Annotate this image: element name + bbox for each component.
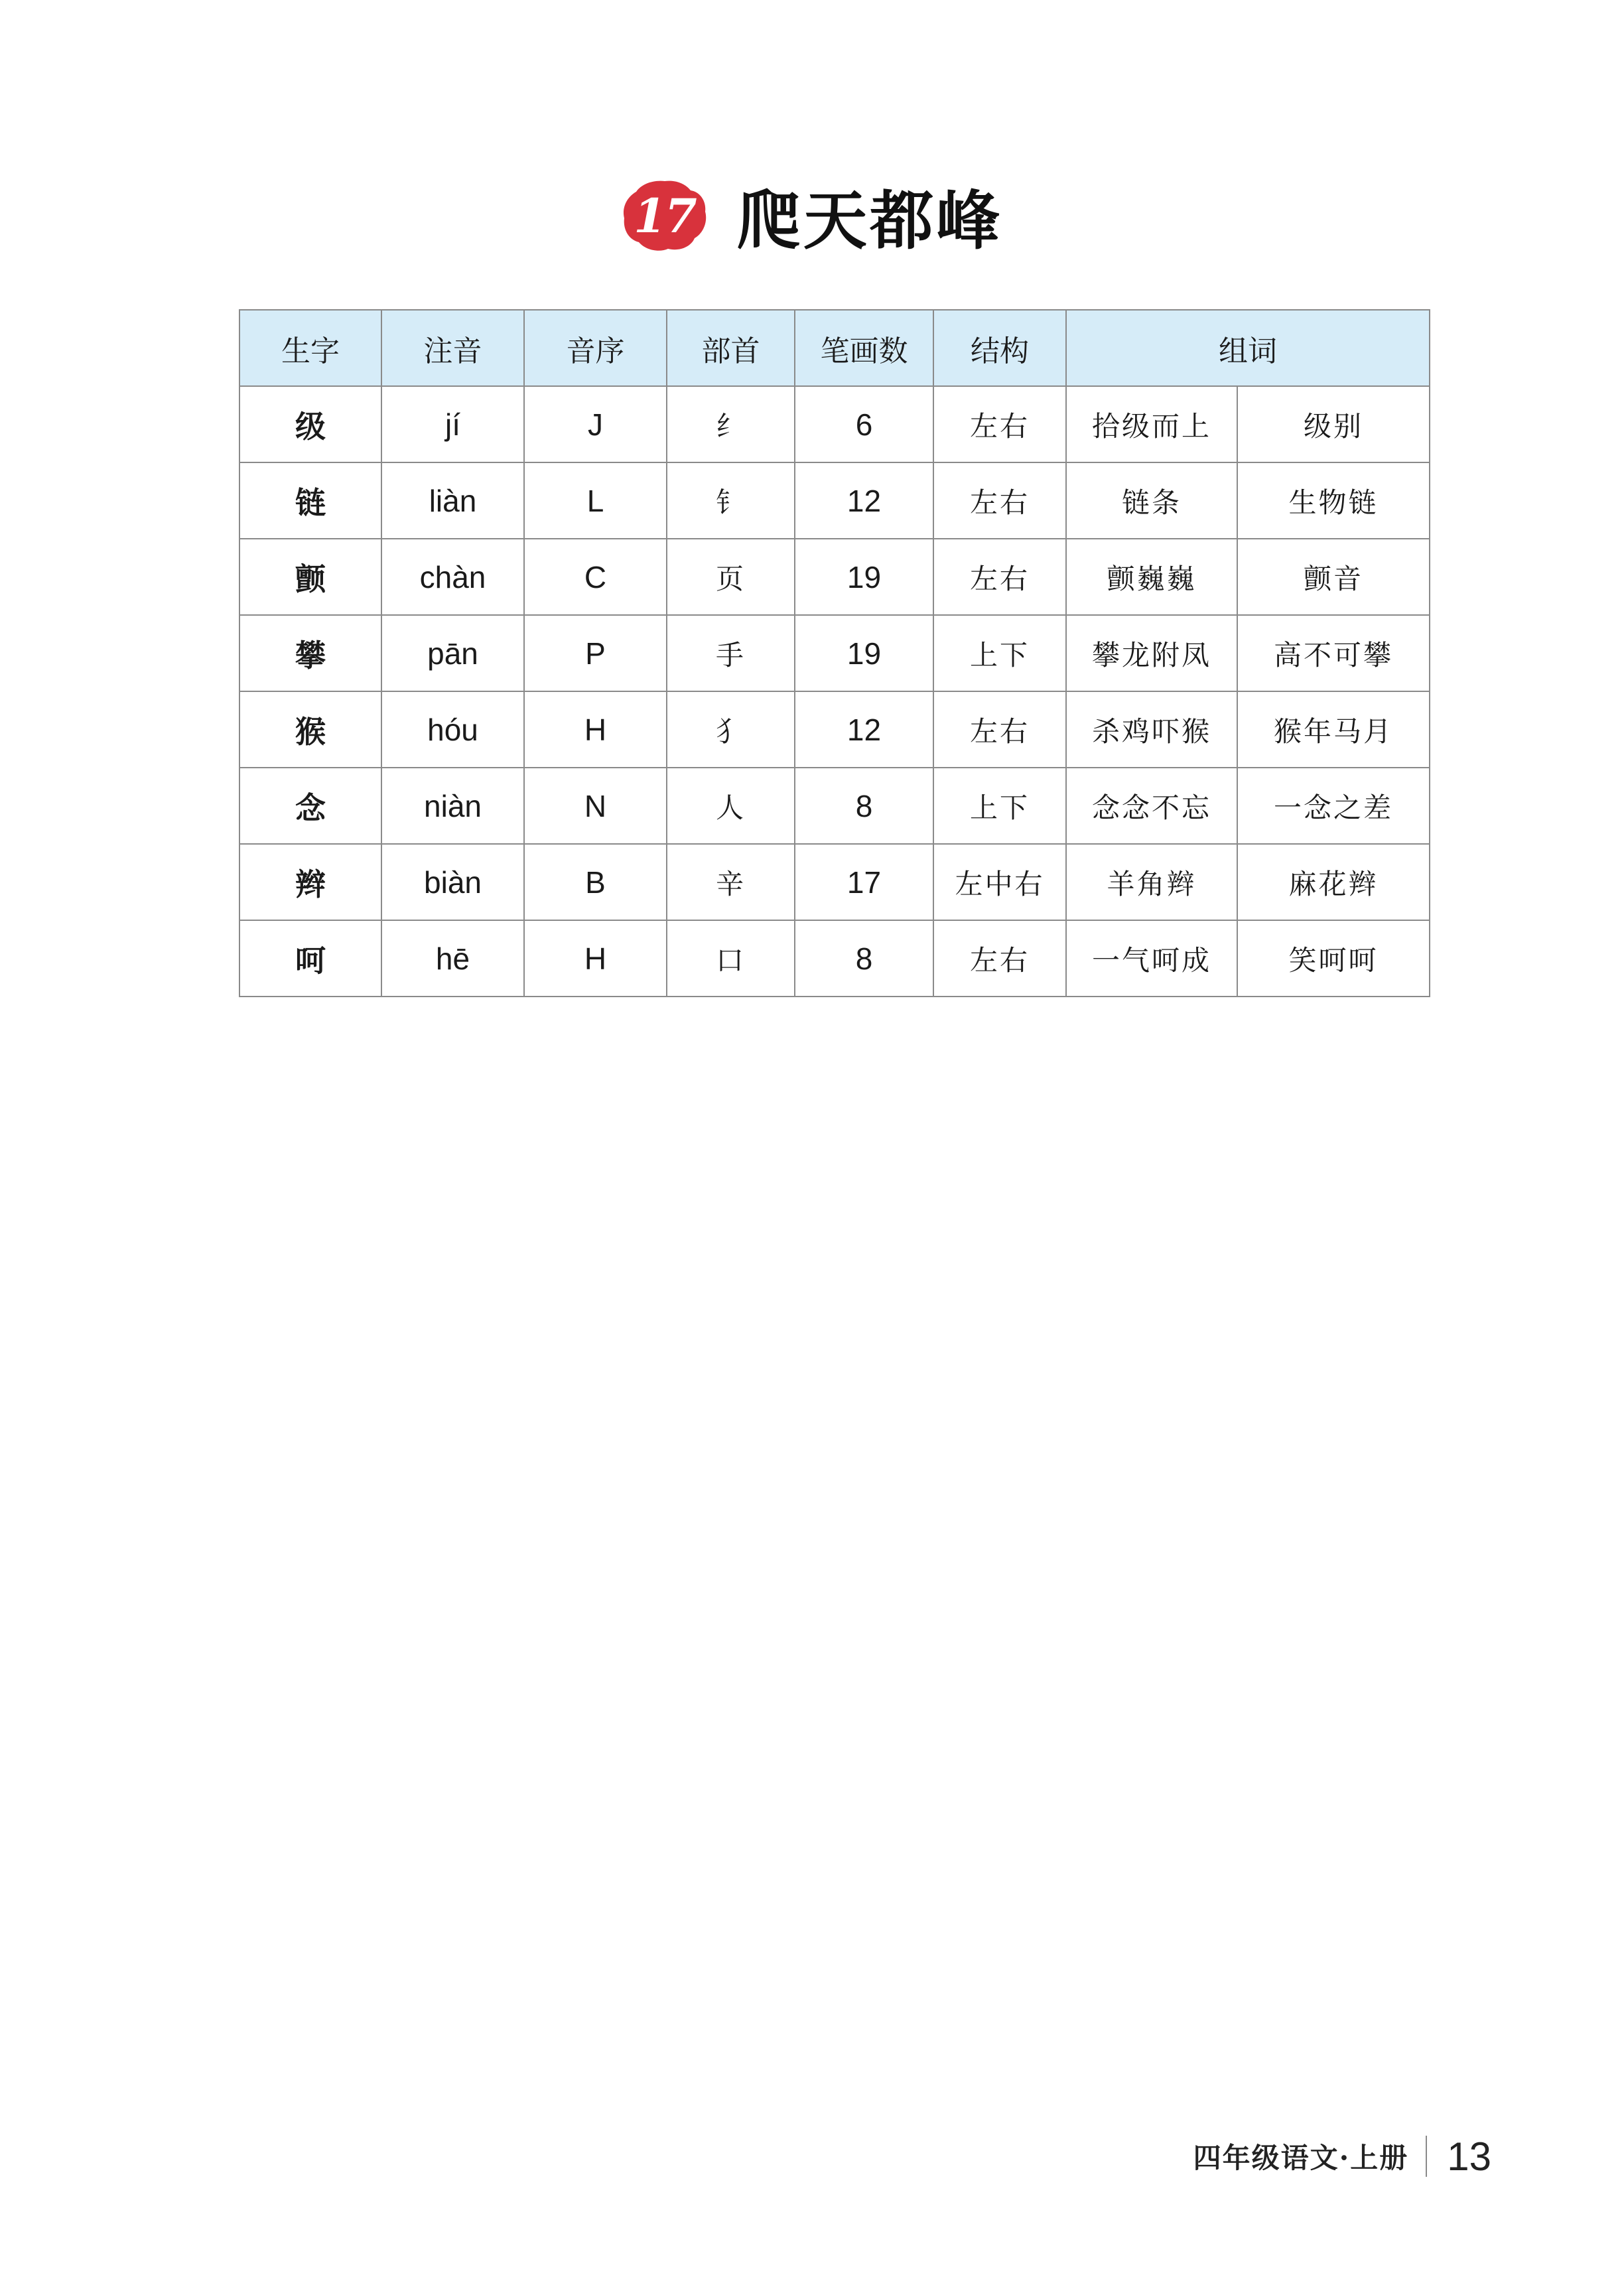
table-row [239, 768, 1430, 844]
header-radical: 部首 [667, 310, 795, 386]
cell-pinyin: hē [381, 920, 524, 997]
cell-pinyin: pān [381, 615, 524, 691]
cell-word-2: 级别 [1237, 386, 1430, 462]
cell-char: 链 [239, 462, 381, 539]
cell-structure: 左中右 [933, 844, 1066, 920]
cell-order: P [524, 615, 667, 691]
cell-pinyin: hóu [381, 691, 524, 768]
table-row [239, 844, 1430, 920]
cell-char: 猴 [239, 691, 381, 768]
cell-strokes: 19 [795, 615, 933, 691]
cell-word-2: 笑呵呵 [1237, 920, 1430, 997]
cell-order: C [524, 539, 667, 615]
lesson-number-badge [622, 178, 708, 253]
cell-word-2: 生物链 [1237, 462, 1430, 539]
cell-char: 颤 [239, 539, 381, 615]
cell-pinyin: jí [381, 386, 524, 462]
cell-pinyin: liàn [381, 462, 524, 539]
cell-radical: 纟 [667, 386, 795, 462]
cell-char: 念 [239, 768, 381, 844]
table-row [239, 615, 1430, 691]
cell-radical: 犭 [667, 691, 795, 768]
cell-word-2: 麻花辫 [1237, 844, 1430, 920]
header-structure: 结构 [933, 310, 1066, 386]
cell-pinyin: chàn [381, 539, 524, 615]
cell-order: B [524, 844, 667, 920]
cell-word-1: 羊角辫 [1066, 844, 1237, 920]
cell-order: J [524, 386, 667, 462]
cell-word-1: 颤巍巍 [1066, 539, 1237, 615]
cell-structure: 左右 [933, 462, 1066, 539]
header-strokes: 笔画数 [795, 310, 933, 386]
cell-char: 攀 [239, 615, 381, 691]
lesson-title: 爬天都峰 [737, 182, 1002, 258]
cell-pinyin: niàn [381, 768, 524, 844]
cell-word-1: 链条 [1066, 462, 1237, 539]
header-words: 组词 [1066, 310, 1430, 386]
cell-structure: 上下 [933, 768, 1066, 844]
lesson-header [0, 166, 1624, 265]
header-order: 音序 [524, 310, 667, 386]
table-row [239, 386, 1430, 462]
table-row [239, 462, 1430, 539]
cell-structure: 左右 [933, 386, 1066, 462]
vocabulary-table [239, 309, 1430, 997]
cell-word-1: 杀鸡吓猴 [1066, 691, 1237, 768]
cell-structure: 左右 [933, 691, 1066, 768]
cell-word-1: 拾级而上 [1066, 386, 1237, 462]
cell-order: H [524, 920, 667, 997]
cell-structure: 左右 [933, 539, 1066, 615]
cell-structure: 上下 [933, 615, 1066, 691]
cell-char: 辫 [239, 844, 381, 920]
cell-word-1: 攀龙附凤 [1066, 615, 1237, 691]
cell-word-2: 猴年马月 [1237, 691, 1430, 768]
cell-strokes: 8 [795, 920, 933, 997]
header-char: 生字 [239, 310, 381, 386]
cell-pinyin: biàn [381, 844, 524, 920]
footer-divider [1426, 2136, 1427, 2177]
cell-word-2: 高不可攀 [1237, 615, 1430, 691]
cell-radical: 人 [667, 768, 795, 844]
cell-word-2: 颤音 [1237, 539, 1430, 615]
cell-order: N [524, 768, 667, 844]
cell-char: 呵 [239, 920, 381, 997]
table-row [239, 539, 1430, 615]
page-number: 13 [1447, 2134, 1491, 2179]
cell-radical: 口 [667, 920, 795, 997]
cell-strokes: 19 [795, 539, 933, 615]
cell-radical: 手 [667, 615, 795, 691]
cell-radical: 钅 [667, 462, 795, 539]
cell-order: H [524, 691, 667, 768]
page-footer [1193, 2130, 1491, 2183]
cell-strokes: 17 [795, 844, 933, 920]
cell-strokes: 12 [795, 691, 933, 768]
book-title: 四年级语文·上册 [1193, 2142, 1409, 2174]
cell-word-1: 一气呵成 [1066, 920, 1237, 997]
cell-word-1: 念念不忘 [1066, 768, 1237, 844]
cell-strokes: 12 [795, 462, 933, 539]
cell-strokes: 6 [795, 386, 933, 462]
cell-word-2: 一念之差 [1237, 768, 1430, 844]
table-row [239, 691, 1430, 768]
table-row [239, 920, 1430, 997]
cell-radical: 页 [667, 539, 795, 615]
cell-structure: 左右 [933, 920, 1066, 997]
table-header-row [239, 310, 1430, 386]
cell-char: 级 [239, 386, 381, 462]
header-pinyin: 注音 [381, 310, 524, 386]
cell-order: L [524, 462, 667, 539]
cell-radical: 辛 [667, 844, 795, 920]
cell-strokes: 8 [795, 768, 933, 844]
lesson-number: 17 [634, 188, 696, 243]
